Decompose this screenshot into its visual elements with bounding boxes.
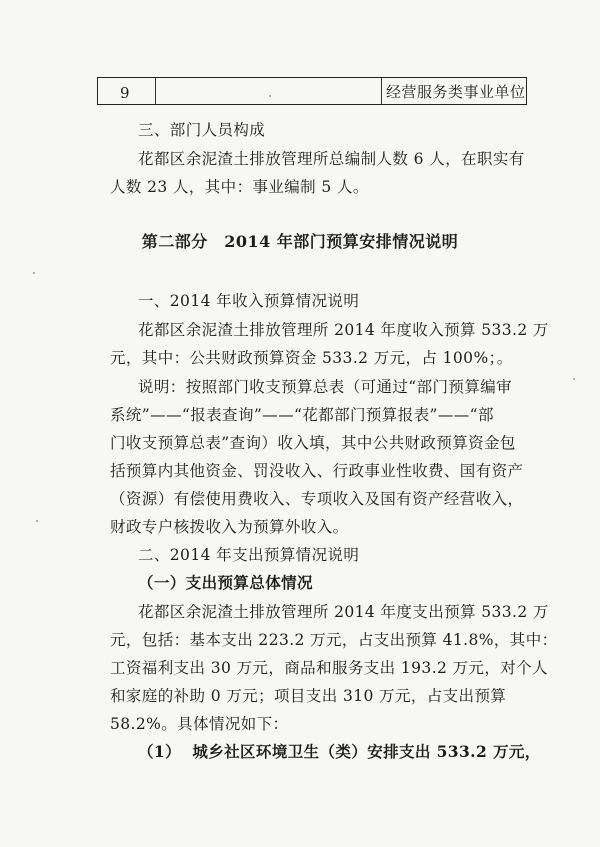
expense-line-1: 花都区余泥渣土排放管理所 2014 年度支出预算 533.2 万: [138, 603, 549, 621]
blank-cell: [156, 78, 382, 104]
scan-speck: [36, 520, 38, 522]
expense-line-2: 元，包括：基本支出 223.2 万元，占支出预算 41.8%，其中：: [110, 631, 558, 649]
income-note-line-4: 括预算内其他资金、罚没收入、行政事业性收费、国有资产: [110, 462, 524, 480]
income-note-line-1: 说明：按照部门收支预算总表（可通过“部门预算编审: [138, 378, 513, 396]
income-note-line-2: 系统”——“报表查询”——“花都部门预算报表”——“部: [110, 406, 494, 424]
item-1-text: 城乡社区环境卫生（类）安排支出 533.2 万元，: [192, 742, 541, 761]
unit-type-cell: 经营服务类事业单位: [386, 83, 526, 101]
scan-speck: [573, 378, 575, 380]
expense-heading: 二、2014 年支出预算情况说明: [138, 546, 360, 564]
expense-line-5: 58.2%。具体情况如下：: [110, 715, 289, 733]
scan-speck: [33, 272, 35, 274]
item-1-label: （1）: [138, 742, 181, 761]
expense-item-1: [138, 740, 541, 762]
income-note-line-3: 门收支预算总表”查询）收入填，其中公共财政预算资金包: [110, 434, 516, 452]
part2-title: 第二部分 2014 年部门预算安排情况说明: [141, 232, 459, 251]
row-number-cell: 9: [98, 78, 156, 104]
income-note-line-6: 财政专户核拨收入为预算外收入。: [110, 518, 349, 536]
section3-line-2: 人数 23 人，其中：事业编制 5 人。: [110, 178, 369, 196]
section3-heading: 三、部门人员构成: [138, 121, 266, 139]
scan-speck: [269, 95, 271, 97]
income-note-line-5: （资源）有偿使用费收入、专项收入及国有资产经营收入，: [110, 490, 524, 508]
expense-subheading: （一）支出预算总体情况: [138, 573, 313, 592]
table-row: [97, 77, 527, 105]
expense-line-4: 和家庭的补助 0 万元；项目支出 310 万元，占支出预算: [110, 687, 507, 705]
income-line-2: 元，其中：公共财政预算资金 533.2 万元，占 100%；。: [110, 349, 513, 367]
expense-line-3: 工资福利支出 30 万元，商品和服务支出 193.2 万元，对个人: [110, 659, 549, 677]
section3-line-1: 花都区余泥渣土排放管理所总编制人数 6 人，在职实有: [138, 150, 525, 168]
income-line-1: 花都区余泥渣土排放管理所 2014 年度收入预算 533.2 万: [138, 321, 549, 339]
income-heading: 一、2014 年收入预算情况说明: [138, 292, 360, 310]
